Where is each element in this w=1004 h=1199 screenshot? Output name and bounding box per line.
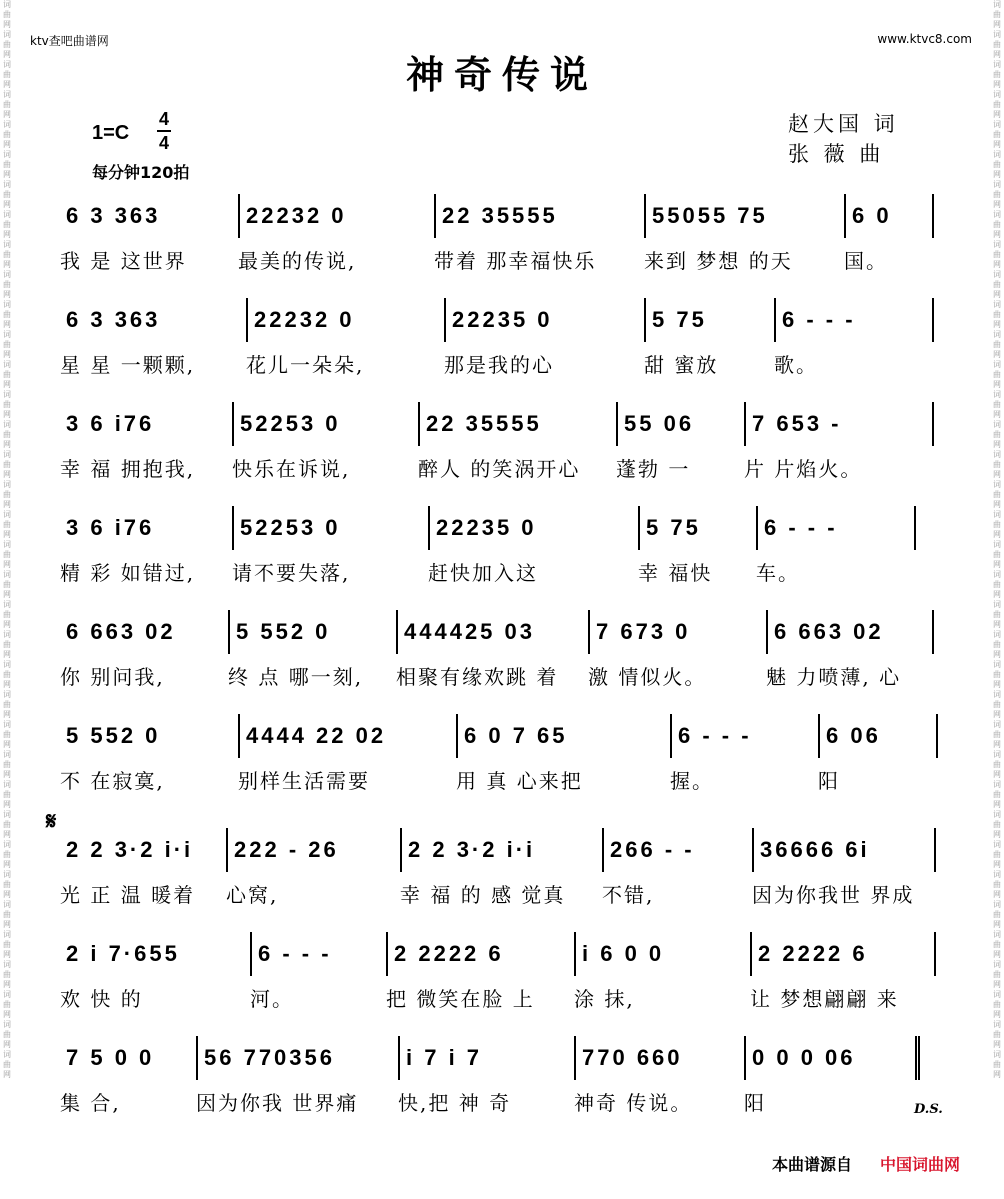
notation-line xyxy=(60,402,950,446)
lyric-line xyxy=(60,876,950,910)
measure: 6 3 363 xyxy=(66,203,161,228)
site-name-left: ktv查吧曲谱网 xyxy=(30,34,109,48)
measure: 6 - - - xyxy=(774,298,934,342)
lyric-segment: 赶快加入这 xyxy=(428,560,538,585)
lyric-segment: 欢 快 的 xyxy=(60,986,143,1011)
measure: 770 660 xyxy=(574,1036,744,1080)
notation-line xyxy=(60,714,950,758)
lyric-segment: 片 片焰火。 xyxy=(744,456,863,481)
lyric-segment: 因为你我世 界成 xyxy=(752,882,915,907)
measure: 7 653 - xyxy=(744,402,934,446)
notation-line xyxy=(60,932,950,976)
score-system xyxy=(60,402,950,492)
measure: 2 i 7·655 xyxy=(66,941,180,966)
lyric-line xyxy=(60,1084,950,1118)
segno-sign: 𝄋 xyxy=(46,806,57,835)
lyric-segment: 阳 xyxy=(818,768,840,793)
lyric-segment: 甜 蜜放 xyxy=(644,352,719,377)
lyric-segment: 不 在寂寞, xyxy=(60,768,165,793)
measure: 6 06 xyxy=(818,714,938,758)
score-system xyxy=(60,194,950,284)
measure: 55055 75 xyxy=(644,194,844,238)
measure: 5 552 0 xyxy=(66,723,161,748)
lyric-segment: 心窝, xyxy=(226,882,279,907)
measure: 3 6 i76 xyxy=(66,411,155,436)
measure: 52253 0 xyxy=(232,402,418,446)
measure: 56 770356 xyxy=(196,1036,398,1080)
lyric-segment: 蓬勃 一 xyxy=(616,456,691,481)
lyric-segment: 幸 福 的 感 觉真 xyxy=(400,882,566,907)
lyric-segment: 那是我的心 xyxy=(444,352,554,377)
measure: 5 75 xyxy=(644,298,774,342)
lyric-line xyxy=(60,762,950,796)
lyric-segment: 花儿一朵朵, xyxy=(246,352,365,377)
measure: 6 663 02 xyxy=(766,610,934,654)
lyric-segment: 别样生活需要 xyxy=(238,768,370,793)
notation-line xyxy=(60,298,950,342)
measure: 0 0 0 06 xyxy=(744,1036,920,1080)
key-signature: 1=C xyxy=(92,122,130,144)
measure: 22232 0 xyxy=(246,298,444,342)
lyric-segment: 来到 梦想 的天 xyxy=(644,248,793,273)
lyric-segment: 相聚有缘欢跳 着 xyxy=(396,664,559,689)
lyric-line xyxy=(60,554,950,588)
composer-credit: 张 薇 曲 xyxy=(788,142,885,166)
measure: 6 - - - xyxy=(250,932,386,976)
lyric-segment: 幸 福快 xyxy=(638,560,713,585)
lyric-segment: 幸 福 拥抱我, xyxy=(60,456,196,481)
measure: 6 - - - xyxy=(756,506,916,550)
lyric-segment: 河。 xyxy=(250,986,294,1011)
lyric-segment: 快乐在诉说, xyxy=(232,456,351,481)
notation-line xyxy=(60,506,950,550)
time-signature-top: 4 xyxy=(158,109,169,129)
measure: 22 35555 xyxy=(434,194,644,238)
lyric-segment: 把 微笑在脸 上 xyxy=(386,986,535,1011)
notation-line xyxy=(60,828,950,872)
lyric-segment: 星 星 一颗颗, xyxy=(60,352,196,377)
notation-line xyxy=(60,194,950,238)
score-system xyxy=(60,828,950,918)
score-system xyxy=(60,506,950,596)
lyric-segment: 涂 抹, xyxy=(574,986,635,1011)
footer-source-site[interactable]: 中国词曲网 xyxy=(880,1155,961,1174)
lyric-line xyxy=(60,658,950,692)
lyric-segment: 车。 xyxy=(756,560,800,585)
score-system xyxy=(60,932,950,1022)
measure: 2 2222 6 xyxy=(750,932,936,976)
measure: 6 0 7 65 xyxy=(456,714,670,758)
notation-line xyxy=(60,610,950,654)
lyric-segment: 请不要失落, xyxy=(232,560,351,585)
measure: 222 - 26 xyxy=(226,828,400,872)
score-system xyxy=(60,610,950,700)
lyric-segment: 终 点 哪一刻, xyxy=(228,664,364,689)
lyricist-credit: 赵大国 词 xyxy=(788,112,899,136)
measure: 7 5 0 0 xyxy=(66,1045,155,1070)
ds-marking: D.S. xyxy=(914,1102,943,1117)
measure: 6 0 xyxy=(844,194,934,238)
measure: 444425 03 xyxy=(396,610,588,654)
measure: 6 - - - xyxy=(670,714,818,758)
measure: 5 75 xyxy=(638,506,756,550)
lyric-line xyxy=(60,346,950,380)
measure: 3 6 i76 xyxy=(66,515,155,540)
notation-line xyxy=(60,1036,950,1080)
measure: 2 2 3·2 i·i xyxy=(66,837,194,862)
measure: 55 06 xyxy=(616,402,744,446)
lyric-segment: 集 合, xyxy=(60,1090,121,1115)
measure: 266 - - xyxy=(602,828,752,872)
measure: i 6 0 0 xyxy=(574,932,750,976)
lyric-segment: 醉人 的笑涡开心 xyxy=(418,456,581,481)
lyric-segment: 你 别问我, xyxy=(60,664,165,689)
score-system xyxy=(60,1036,950,1126)
measure: 7 673 0 xyxy=(588,610,766,654)
measure: 2 2 3·2 i·i xyxy=(400,828,602,872)
song-title: 神奇传说 xyxy=(405,52,598,97)
measure: 4444 22 02 xyxy=(238,714,456,758)
measure: i 7 i 7 xyxy=(398,1036,574,1080)
site-url-right: www.ktvc8.com xyxy=(877,32,972,46)
lyric-segment: 神奇 传说。 xyxy=(574,1090,693,1115)
measure: 5 552 0 xyxy=(228,610,396,654)
lyric-segment: 歌。 xyxy=(774,352,818,377)
left-watermark-strip: 词曲网词曲网词曲网词曲网词曲网词曲网词曲网词曲网词曲网词曲网词曲网词曲网词曲网词曲网词曲网词曲网词曲网词曲网词曲网词曲网词曲网词曲网词曲网词曲网词曲网词曲网词曲网词曲网词曲网词曲网词曲网词曲网词曲网词曲网词曲网词曲网 xyxy=(3,0,11,1079)
lyric-segment: 阳 xyxy=(744,1090,766,1115)
lyric-segment: 魅 力喷薄, 心 xyxy=(766,664,902,689)
measure: 6 663 02 xyxy=(66,619,176,644)
score-system xyxy=(60,714,950,804)
measure: 52253 0 xyxy=(232,506,428,550)
lyric-segment: 不错, xyxy=(602,882,655,907)
lyric-segment: 握。 xyxy=(670,768,714,793)
lyric-segment: 我 是 这世界 xyxy=(60,248,187,273)
lyric-segment: 让 梦想翩翩 来 xyxy=(750,986,899,1011)
footer-source-label: 本曲谱源自 xyxy=(772,1155,853,1174)
measure: 22235 0 xyxy=(444,298,644,342)
lyric-segment: 带着 那幸福快乐 xyxy=(434,248,597,273)
measure: 36666 6i xyxy=(752,828,936,872)
lyric-segment: 激 情似火。 xyxy=(588,664,707,689)
tempo-marking: 每分钟120拍 xyxy=(92,163,190,182)
measure: 22 35555 xyxy=(418,402,616,446)
lyric-segment: 因为你我 世界痛 xyxy=(196,1090,359,1115)
lyric-segment: 光 正 温 暖着 xyxy=(60,882,196,907)
lyric-segment: 用 真 心来把 xyxy=(456,768,583,793)
measure: 2 2222 6 xyxy=(386,932,574,976)
lyric-segment: 国。 xyxy=(844,248,888,273)
measure: 6 3 363 xyxy=(66,307,161,332)
lyric-segment: 最美的传说, xyxy=(238,248,357,273)
lyric-line xyxy=(60,980,950,1014)
measure: 22235 0 xyxy=(428,506,638,550)
time-signature-bottom: 4 xyxy=(158,133,169,153)
time-signature xyxy=(157,110,171,152)
measure: 22232 0 xyxy=(238,194,434,238)
right-watermark-strip: 词曲网词曲网词曲网词曲网词曲网词曲网词曲网词曲网词曲网词曲网词曲网词曲网词曲网词曲网词曲网词曲网词曲网词曲网词曲网词曲网词曲网词曲网词曲网词曲网词曲网词曲网词曲网词曲网词曲网词曲网词曲网词曲网词曲网词曲网词曲网词曲网 xyxy=(993,0,1001,1079)
lyric-line xyxy=(60,242,950,276)
lyric-line xyxy=(60,450,950,484)
score-system xyxy=(60,298,950,388)
lyric-segment: 快,把 神 奇 xyxy=(398,1090,512,1115)
lyric-segment: 精 彩 如错过, xyxy=(60,560,196,585)
time-signature-bar xyxy=(157,130,171,132)
